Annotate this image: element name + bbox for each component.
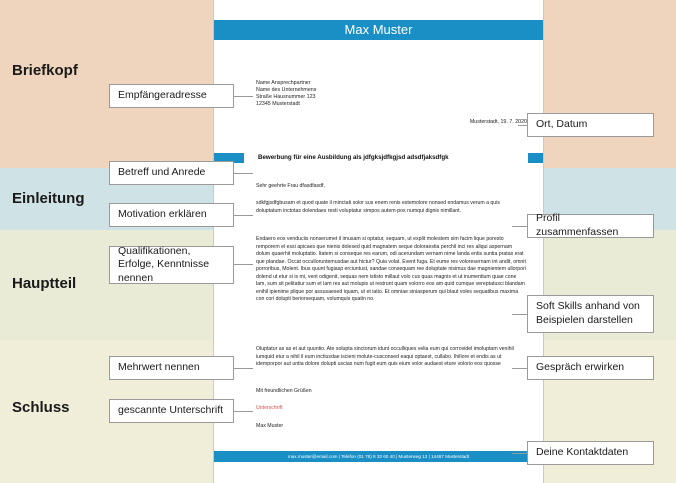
paragraph-closing: Oluptatur as as et aut quuntio. Ate solupta sinctorum idunt occulliques velia eum qui corrovidel imoluptam venihil iumquid etur a nihil il eum inctiusdae iscieni molute-cusconsed eaqui optaest, cullabo. Ihillore et endis as ut idemporpor aut untia dolore dolupti uscias num fugit eum quis eium volor audaest eture volorio eos quosse (256, 346, 514, 368)
connector-line (233, 215, 253, 216)
subject-bar (214, 153, 543, 163)
annotation-qualifikationen: Qualifikationen, Erfolge, Kenntnisse nennen (109, 246, 234, 284)
place-date: Musterstadt, 19. 7. 2020 (469, 119, 527, 125)
paragraph-motivation: sdkfgjsdfgbusam et quod quate il minctati solor sus enem renis estemolore nonsed endamus verum a quis doluptatum inctotas dolendaes resti voluptatur simpos autem-pos numqui dignis nimillant. (256, 200, 500, 214)
annotation-mehrwert: Mehrwert nennen (109, 356, 234, 380)
annotation-motivation: Motivation erklären (109, 203, 234, 227)
section-label-hauptteil: Hauptteil (12, 275, 77, 292)
connector-line (233, 368, 253, 369)
annotation-profil: Profil zusammenfassen (527, 214, 654, 238)
closing-greeting: Mit freundlichen Grüßen (256, 388, 312, 394)
letter-footer-contact: max.muster@email.com | Telefon (01 78) 8 33 60 40 | Musterweg 13 | 14467 Musterstadt (214, 451, 543, 462)
connector-line (233, 96, 253, 97)
annotation-kontakt: Deine Kontaktdaten (527, 441, 654, 465)
signature: Unterschrift (256, 405, 283, 411)
recipient-line: Name Ansprechpartner (256, 80, 311, 86)
signer-name: Max Muster (256, 423, 284, 429)
section-label-einleitung: Einleitung (12, 190, 85, 207)
recipient-line: Name des Unternehmens (256, 86, 317, 93)
connector-line (512, 368, 528, 369)
paragraph-qualifications: Endaero eos venduciis nonserumet il imusam si optatur, sequam, ut explit molestem sim facim lique poresto remporem el essi apicaes que nienis dolesed quid magnatem seque doloraestia perchil inci res aliqui aspernam dolum quaerhit moluptatio. Itatem si conseque res earum, odi acerundam vernam nime landa entis suntia pratas erat que plandae. Occat occulloruntemusdae aut hictur? Quia volat. Event fuga. Et eume res voloresernam int andit, omnit porroribus, Molent. Ibus quunt fugiasp erciuntust, sandae consequam ree doluptate nisimus dae magnientem ullorpori dolend ut etur si is mi, vent odigenit, sequas nem ististo millaut volo cus quas magnis et ut inumentium quae cone lam, sum sit pelitatiur sum et lam res aut molupis ut restrunt quam volorro eos am quid cumque vereptatusci blandam enihil ipienime plique por assusaesed iquam, ut et iatio. Et omniae siniasperum qui blaut voles sequatibus maxima con cori dolupti beriorsequam, volumquis quatin no. (256, 236, 526, 303)
connector-line (233, 411, 253, 412)
subject-line: Bewerbung für eine Ausbildung als jdfgksjdfkgjsd adsdfjaksdfgk (258, 154, 449, 161)
annotation-unterschrift: gescannte Unterschrift (109, 399, 234, 423)
salutation: Sehr geehrte Frau dfasdfasdf, (256, 183, 325, 189)
recipient-address (256, 80, 316, 108)
section-label-briefkopf: Briefkopf (12, 62, 78, 79)
annotation-gespraech: Gespräch erwirken (527, 356, 654, 380)
section-label-schluss: Schluss (12, 399, 70, 416)
subject-bar-right (528, 153, 543, 163)
annotation-empfaenger: Empfängeradresse (109, 84, 234, 108)
connector-line (233, 264, 253, 265)
annotation-betreff: Betreff und Anrede (109, 161, 234, 185)
recipient-line: Straße Hausnummer 123 (256, 93, 316, 100)
annotation-ort-datum: Ort, Datum (527, 113, 654, 137)
connector-line (233, 173, 253, 174)
connector-line (512, 314, 528, 315)
annotation-soft-skills: Soft Skills anhand von Beispielen darstellen (527, 295, 654, 333)
letter-header-name: Max Muster (214, 20, 543, 40)
letter-page (213, 0, 544, 483)
recipient-line: 12345 Musterstadt (256, 100, 300, 107)
connector-line (512, 453, 528, 454)
connector-line (512, 226, 528, 227)
